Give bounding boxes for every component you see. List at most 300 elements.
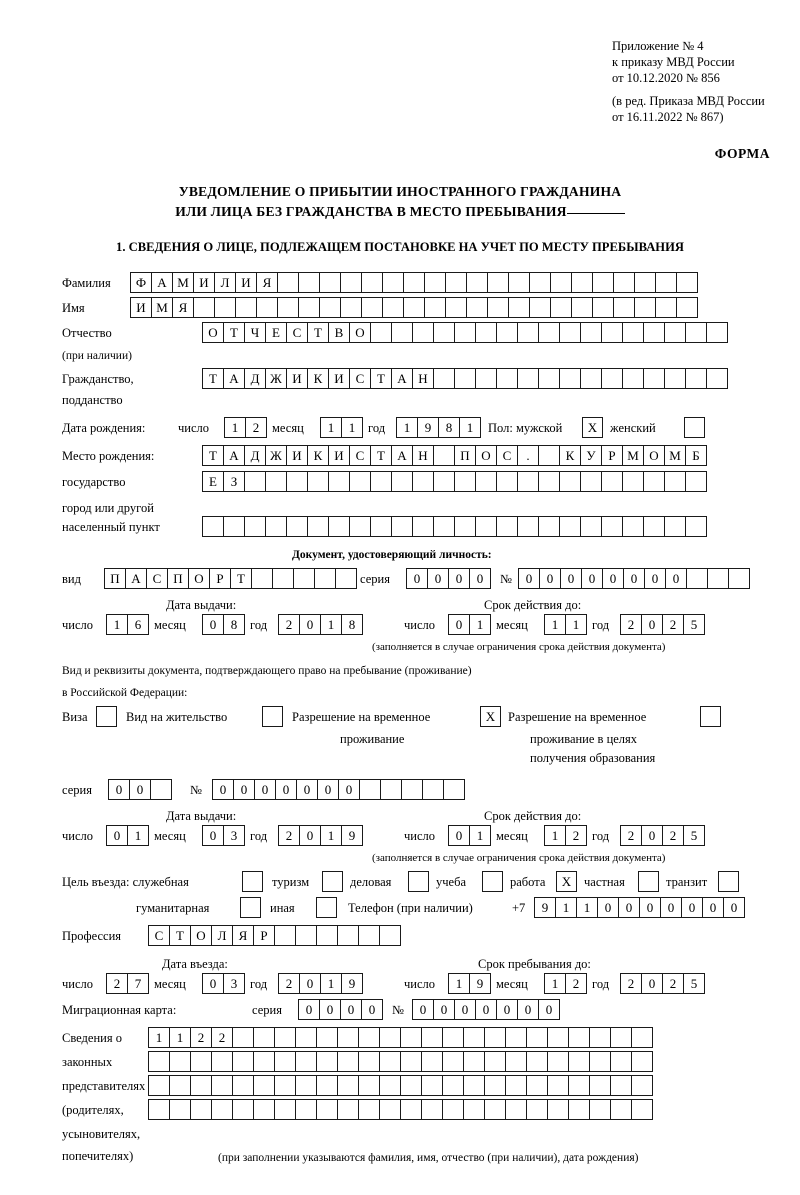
form-cell[interactable]: [538, 471, 560, 492]
form-cell[interactable]: 2: [662, 973, 684, 994]
form-cell[interactable]: [379, 1051, 401, 1072]
form-cell[interactable]: [443, 779, 465, 800]
form-cell[interactable]: 0: [623, 568, 645, 589]
form-cell[interactable]: Т: [202, 368, 224, 389]
stay-until-day-input[interactable]: [448, 973, 490, 994]
form-cell[interactable]: [496, 322, 518, 343]
form-cell[interactable]: [622, 322, 644, 343]
form-cell[interactable]: 1: [459, 417, 481, 438]
form-cell[interactable]: [442, 1099, 464, 1120]
form-cell[interactable]: Ф: [130, 272, 152, 293]
form-cell[interactable]: 1: [576, 897, 598, 918]
entry-year-input[interactable]: [278, 973, 362, 994]
form-cell[interactable]: [454, 368, 476, 389]
doc-issue-day-input[interactable]: [106, 614, 148, 635]
form-cell[interactable]: [484, 1099, 506, 1120]
form-cell[interactable]: [382, 297, 404, 318]
form-cell[interactable]: [400, 1075, 422, 1096]
form-cell[interactable]: [314, 568, 336, 589]
form-cell[interactable]: [293, 568, 315, 589]
form-cell[interactable]: Я: [172, 297, 194, 318]
form-cell[interactable]: 0: [641, 973, 663, 994]
form-cell[interactable]: [232, 1051, 254, 1072]
form-cell[interactable]: О: [202, 322, 224, 343]
form-cell[interactable]: [622, 471, 644, 492]
form-cell[interactable]: [728, 568, 750, 589]
form-cell[interactable]: [685, 516, 707, 537]
form-cell[interactable]: [517, 368, 539, 389]
form-cell[interactable]: [547, 1099, 569, 1120]
form-cell[interactable]: [433, 445, 455, 466]
form-cell[interactable]: [613, 297, 635, 318]
form-cell[interactable]: 0: [361, 999, 383, 1020]
temp-residence-checkbox[interactable]: X: [480, 706, 501, 727]
form-cell[interactable]: П: [104, 568, 126, 589]
form-cell[interactable]: [232, 1027, 254, 1048]
stay-valid-year-input[interactable]: [620, 825, 704, 846]
form-cell[interactable]: О: [349, 322, 371, 343]
form-cell[interactable]: [601, 471, 623, 492]
form-cell[interactable]: [526, 1027, 548, 1048]
form-cell[interactable]: 9: [469, 973, 491, 994]
edu-residence-checkbox[interactable]: [700, 706, 721, 727]
purpose-private-checkbox[interactable]: [638, 871, 659, 892]
form-cell[interactable]: Н: [412, 445, 434, 466]
citizenship-input[interactable]: [202, 368, 727, 389]
form-cell[interactable]: 0: [723, 897, 745, 918]
form-cell[interactable]: [235, 297, 257, 318]
form-cell[interactable]: [150, 779, 172, 800]
form-cell[interactable]: 2: [620, 825, 642, 846]
form-cell[interactable]: [391, 471, 413, 492]
form-cell[interactable]: 8: [341, 614, 363, 635]
form-cell[interactable]: Д: [244, 368, 266, 389]
form-cell[interactable]: [550, 272, 572, 293]
form-cell[interactable]: 3: [223, 973, 245, 994]
purpose-study-checkbox[interactable]: [482, 871, 503, 892]
form-cell[interactable]: 0: [106, 825, 128, 846]
birth-place-input-row-2[interactable]: [202, 471, 706, 492]
form-cell[interactable]: [328, 516, 350, 537]
form-cell[interactable]: [211, 1051, 233, 1072]
form-cell[interactable]: 0: [665, 568, 687, 589]
form-cell[interactable]: Т: [230, 568, 252, 589]
form-cell[interactable]: А: [391, 445, 413, 466]
form-cell[interactable]: [463, 1075, 485, 1096]
form-cell[interactable]: Р: [253, 925, 275, 946]
form-cell[interactable]: [274, 1099, 296, 1120]
form-cell[interactable]: [316, 1099, 338, 1120]
form-cell[interactable]: [664, 471, 686, 492]
purpose-humanitarian-checkbox[interactable]: [240, 897, 261, 918]
form-cell[interactable]: [517, 471, 539, 492]
form-cell[interactable]: [400, 1027, 422, 1048]
form-cell[interactable]: [349, 471, 371, 492]
form-cell[interactable]: [631, 1099, 653, 1120]
form-cell[interactable]: [403, 297, 425, 318]
purpose-tourism-checkbox[interactable]: [322, 871, 343, 892]
form-cell[interactable]: [316, 1075, 338, 1096]
form-cell[interactable]: 1: [106, 614, 128, 635]
form-cell[interactable]: [484, 1027, 506, 1048]
sex-female-checkbox[interactable]: [684, 417, 705, 438]
form-cell[interactable]: [571, 272, 593, 293]
form-cell[interactable]: [487, 272, 509, 293]
form-cell[interactable]: А: [125, 568, 147, 589]
form-cell[interactable]: [370, 471, 392, 492]
form-cell[interactable]: [484, 1075, 506, 1096]
form-cell[interactable]: М: [664, 445, 686, 466]
form-cell[interactable]: Т: [202, 445, 224, 466]
form-cell[interactable]: [274, 925, 296, 946]
form-cell[interactable]: 0: [317, 779, 339, 800]
form-cell[interactable]: И: [286, 445, 308, 466]
form-cell[interactable]: И: [328, 445, 350, 466]
form-cell[interactable]: 0: [275, 779, 297, 800]
phone-input[interactable]: [534, 897, 744, 918]
form-cell[interactable]: И: [193, 272, 215, 293]
form-cell[interactable]: [463, 1051, 485, 1072]
form-cell[interactable]: 2: [106, 973, 128, 994]
form-cell[interactable]: .: [517, 445, 539, 466]
doc-valid-year-input[interactable]: [620, 614, 704, 635]
form-cell[interactable]: [631, 1051, 653, 1072]
form-cell[interactable]: 0: [202, 614, 224, 635]
form-cell[interactable]: [337, 1075, 359, 1096]
form-cell[interactable]: [202, 516, 224, 537]
entry-month-input[interactable]: [202, 973, 244, 994]
visa-checkbox[interactable]: [96, 706, 117, 727]
form-cell[interactable]: [391, 322, 413, 343]
form-cell[interactable]: [422, 779, 444, 800]
form-cell[interactable]: [421, 1051, 443, 1072]
form-cell[interactable]: [412, 516, 434, 537]
form-cell[interactable]: У: [580, 445, 602, 466]
form-cell[interactable]: [358, 1075, 380, 1096]
form-cell[interactable]: 2: [620, 614, 642, 635]
purpose-transit-checkbox[interactable]: [718, 871, 739, 892]
form-cell[interactable]: [190, 1099, 212, 1120]
form-cell[interactable]: 0: [427, 568, 449, 589]
form-cell[interactable]: М: [172, 272, 194, 293]
form-cell[interactable]: И: [286, 368, 308, 389]
form-cell[interactable]: [706, 322, 728, 343]
form-cell[interactable]: [622, 516, 644, 537]
form-cell[interactable]: 1: [544, 973, 566, 994]
form-cell[interactable]: [655, 272, 677, 293]
form-cell[interactable]: [487, 297, 509, 318]
form-cell[interactable]: 1: [396, 417, 418, 438]
form-cell[interactable]: [251, 568, 273, 589]
form-cell[interactable]: [223, 516, 245, 537]
form-cell[interactable]: 9: [341, 825, 363, 846]
form-cell[interactable]: Е: [202, 471, 224, 492]
form-cell[interactable]: З: [223, 471, 245, 492]
name-input[interactable]: [130, 297, 697, 318]
form-cell[interactable]: [193, 297, 215, 318]
birth-place-input-row-1[interactable]: [202, 445, 706, 466]
form-cell[interactable]: Т: [370, 368, 392, 389]
form-cell[interactable]: 8: [438, 417, 460, 438]
form-cell[interactable]: [643, 471, 665, 492]
form-cell[interactable]: Ч: [244, 322, 266, 343]
form-cell[interactable]: Л: [214, 272, 236, 293]
stay-until-month-input[interactable]: [544, 973, 586, 994]
form-cell[interactable]: С: [496, 445, 518, 466]
form-cell[interactable]: [463, 1099, 485, 1120]
form-cell[interactable]: [505, 1051, 527, 1072]
form-cell[interactable]: [382, 272, 404, 293]
form-cell[interactable]: Б: [685, 445, 707, 466]
form-cell[interactable]: [244, 516, 266, 537]
stay-issue-year-input[interactable]: [278, 825, 362, 846]
form-cell[interactable]: [169, 1075, 191, 1096]
form-cell[interactable]: Н: [412, 368, 434, 389]
form-cell[interactable]: [148, 1051, 170, 1072]
form-cell[interactable]: [622, 368, 644, 389]
form-cell[interactable]: Т: [223, 322, 245, 343]
form-cell[interactable]: 0: [641, 614, 663, 635]
form-cell[interactable]: 1: [544, 825, 566, 846]
form-cell[interactable]: [610, 1075, 632, 1096]
form-cell[interactable]: [424, 297, 446, 318]
form-cell[interactable]: Т: [307, 322, 329, 343]
form-cell[interactable]: В: [328, 322, 350, 343]
form-cell[interactable]: [538, 445, 560, 466]
form-cell[interactable]: [412, 471, 434, 492]
form-cell[interactable]: [361, 297, 383, 318]
form-cell[interactable]: [379, 1099, 401, 1120]
form-cell[interactable]: [316, 1051, 338, 1072]
form-cell[interactable]: [505, 1099, 527, 1120]
form-cell[interactable]: [169, 1051, 191, 1072]
doc-valid-day-input[interactable]: [448, 614, 490, 635]
form-cell[interactable]: 1: [320, 417, 342, 438]
form-cell[interactable]: А: [391, 368, 413, 389]
form-cell[interactable]: 0: [108, 779, 130, 800]
form-cell[interactable]: [253, 1075, 275, 1096]
form-cell[interactable]: [277, 272, 299, 293]
form-cell[interactable]: Я: [232, 925, 254, 946]
stay-issue-day-input[interactable]: [106, 825, 148, 846]
form-cell[interactable]: 0: [448, 825, 470, 846]
form-cell[interactable]: [610, 1027, 632, 1048]
form-cell[interactable]: 0: [296, 779, 318, 800]
form-cell[interactable]: [421, 1075, 443, 1096]
form-cell[interactable]: [685, 322, 707, 343]
form-cell[interactable]: 0: [338, 779, 360, 800]
form-cell[interactable]: 2: [662, 614, 684, 635]
form-cell[interactable]: 0: [681, 897, 703, 918]
form-cell[interactable]: 0: [298, 999, 320, 1020]
form-cell[interactable]: С: [286, 322, 308, 343]
form-cell[interactable]: 0: [518, 568, 540, 589]
doc-issue-year-input[interactable]: [278, 614, 362, 635]
form-cell[interactable]: [643, 368, 665, 389]
form-cell[interactable]: 0: [602, 568, 624, 589]
form-cell[interactable]: [295, 1027, 317, 1048]
form-cell[interactable]: 0: [454, 999, 476, 1020]
form-cell[interactable]: [340, 297, 362, 318]
form-cell[interactable]: [328, 471, 350, 492]
form-cell[interactable]: [286, 471, 308, 492]
form-cell[interactable]: [475, 516, 497, 537]
form-cell[interactable]: [538, 516, 560, 537]
form-cell[interactable]: [454, 322, 476, 343]
form-cell[interactable]: [335, 568, 357, 589]
form-cell[interactable]: П: [167, 568, 189, 589]
form-cell[interactable]: О: [190, 925, 212, 946]
form-cell[interactable]: И: [130, 297, 152, 318]
form-cell[interactable]: [211, 1099, 233, 1120]
form-cell[interactable]: [475, 368, 497, 389]
form-cell[interactable]: [686, 568, 708, 589]
form-cell[interactable]: [610, 1099, 632, 1120]
purpose-other-checkbox[interactable]: [316, 897, 337, 918]
form-cell[interactable]: М: [151, 297, 173, 318]
form-cell[interactable]: [547, 1051, 569, 1072]
form-cell[interactable]: 2: [278, 973, 300, 994]
purpose-work-checkbox[interactable]: X: [556, 871, 577, 892]
stay-number-input[interactable]: [212, 779, 464, 800]
surname-input[interactable]: [130, 272, 697, 293]
form-cell[interactable]: [232, 1099, 254, 1120]
form-cell[interactable]: [517, 322, 539, 343]
doc-number-input[interactable]: [518, 568, 749, 589]
purpose-official-checkbox[interactable]: [242, 871, 263, 892]
legal-rep-input-row-4[interactable]: [148, 1099, 652, 1120]
form-cell[interactable]: 0: [618, 897, 640, 918]
form-cell[interactable]: 0: [539, 568, 561, 589]
form-cell[interactable]: 2: [620, 973, 642, 994]
form-cell[interactable]: 0: [433, 999, 455, 1020]
form-cell[interactable]: [676, 272, 698, 293]
form-cell[interactable]: [592, 297, 614, 318]
form-cell[interactable]: [526, 1051, 548, 1072]
form-cell[interactable]: [307, 471, 329, 492]
form-cell[interactable]: [655, 297, 677, 318]
form-cell[interactable]: [214, 297, 236, 318]
form-cell[interactable]: [685, 368, 707, 389]
stay-valid-month-input[interactable]: [544, 825, 586, 846]
form-cell[interactable]: [664, 368, 686, 389]
form-cell[interactable]: М: [622, 445, 644, 466]
sex-male-checkbox[interactable]: X: [582, 417, 603, 438]
form-cell[interactable]: [538, 322, 560, 343]
form-cell[interactable]: [580, 471, 602, 492]
stay-series-input[interactable]: [108, 779, 171, 800]
form-cell[interactable]: 5: [683, 973, 705, 994]
form-cell[interactable]: [547, 1075, 569, 1096]
form-cell[interactable]: [359, 779, 381, 800]
form-cell[interactable]: [361, 272, 383, 293]
form-cell[interactable]: [379, 1075, 401, 1096]
form-cell[interactable]: [634, 272, 656, 293]
form-cell[interactable]: 9: [534, 897, 556, 918]
form-cell[interactable]: [358, 925, 380, 946]
form-cell[interactable]: [265, 516, 287, 537]
form-cell[interactable]: [349, 516, 371, 537]
form-cell[interactable]: [508, 297, 530, 318]
form-cell[interactable]: [631, 1027, 653, 1048]
form-cell[interactable]: [643, 322, 665, 343]
form-cell[interactable]: Я: [256, 272, 278, 293]
form-cell[interactable]: 0: [641, 825, 663, 846]
form-cell[interactable]: [508, 272, 530, 293]
form-cell[interactable]: [631, 1075, 653, 1096]
form-cell[interactable]: [319, 297, 341, 318]
form-cell[interactable]: 1: [565, 614, 587, 635]
form-cell[interactable]: 0: [299, 614, 321, 635]
form-cell[interactable]: [379, 1027, 401, 1048]
form-cell[interactable]: Т: [169, 925, 191, 946]
form-cell[interactable]: Ж: [265, 445, 287, 466]
form-cell[interactable]: [526, 1075, 548, 1096]
form-cell[interactable]: 1: [341, 417, 363, 438]
form-cell[interactable]: О: [643, 445, 665, 466]
form-cell[interactable]: [445, 272, 467, 293]
form-cell[interactable]: П: [454, 445, 476, 466]
form-cell[interactable]: [643, 516, 665, 537]
form-cell[interactable]: О: [188, 568, 210, 589]
form-cell[interactable]: [253, 1099, 275, 1120]
form-cell[interactable]: [706, 368, 728, 389]
form-cell[interactable]: [286, 516, 308, 537]
form-cell[interactable]: 0: [319, 999, 341, 1020]
form-cell[interactable]: Р: [601, 445, 623, 466]
form-cell[interactable]: [433, 516, 455, 537]
form-cell[interactable]: [664, 516, 686, 537]
entry-day-input[interactable]: [106, 973, 148, 994]
form-cell[interactable]: [370, 516, 392, 537]
form-cell[interactable]: [496, 368, 518, 389]
form-cell[interactable]: [358, 1051, 380, 1072]
form-cell[interactable]: [298, 297, 320, 318]
form-cell[interactable]: Т: [370, 445, 392, 466]
form-cell[interactable]: [391, 516, 413, 537]
form-cell[interactable]: 9: [417, 417, 439, 438]
form-cell[interactable]: 2: [662, 825, 684, 846]
form-cell[interactable]: [274, 1027, 296, 1048]
form-cell[interactable]: К: [307, 445, 329, 466]
form-cell[interactable]: 5: [683, 825, 705, 846]
form-cell[interactable]: 0: [299, 973, 321, 994]
form-cell[interactable]: 0: [475, 999, 497, 1020]
form-cell[interactable]: 9: [341, 973, 363, 994]
form-cell[interactable]: [592, 272, 614, 293]
form-cell[interactable]: 1: [169, 1027, 191, 1048]
form-cell[interactable]: Р: [209, 568, 231, 589]
doc-series-input[interactable]: [406, 568, 490, 589]
mc-series-input[interactable]: [298, 999, 382, 1020]
form-cell[interactable]: [496, 516, 518, 537]
form-cell[interactable]: 0: [538, 999, 560, 1020]
form-cell[interactable]: 3: [223, 825, 245, 846]
form-cell[interactable]: И: [328, 368, 350, 389]
form-cell[interactable]: [610, 1051, 632, 1072]
form-cell[interactable]: [256, 297, 278, 318]
form-cell[interactable]: [445, 297, 467, 318]
form-cell[interactable]: [265, 471, 287, 492]
form-cell[interactable]: [589, 1051, 611, 1072]
form-cell[interactable]: [634, 297, 656, 318]
form-cell[interactable]: 2: [245, 417, 267, 438]
form-cell[interactable]: [316, 1027, 338, 1048]
form-cell[interactable]: 0: [517, 999, 539, 1020]
form-cell[interactable]: [601, 516, 623, 537]
form-cell[interactable]: [589, 1099, 611, 1120]
form-cell[interactable]: [475, 322, 497, 343]
